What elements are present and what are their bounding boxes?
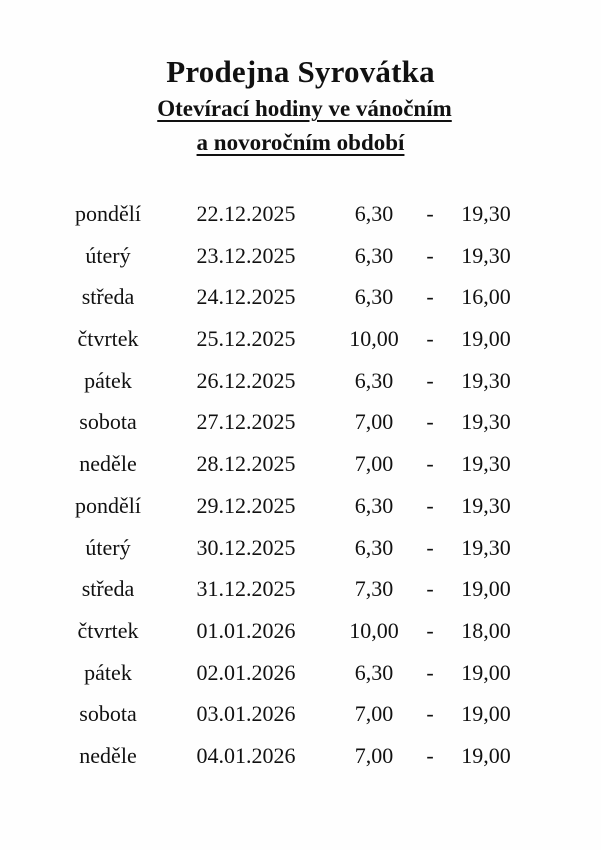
subtitle-line-1-text: Otevírací hodiny ve vánočním	[157, 96, 452, 121]
day-name: čtvrtek	[77, 617, 139, 643]
date: 03.01.2026	[196, 701, 296, 727]
date: 28.12.2025	[196, 451, 296, 477]
time-separator: -	[426, 326, 434, 352]
time-separator: -	[426, 701, 434, 727]
table-row	[0, 194, 601, 236]
date: 27.12.2025	[196, 409, 296, 435]
table-row	[0, 444, 601, 486]
subtitle-line-1	[0, 94, 601, 124]
time-separator: -	[426, 534, 434, 560]
day-name: středa	[81, 284, 135, 310]
table-row	[0, 361, 601, 403]
date: 23.12.2025	[196, 242, 296, 268]
closing-time: 19,00	[461, 742, 511, 768]
date: 30.12.2025	[196, 534, 296, 560]
day-name: pondělí	[75, 492, 141, 518]
day-name: sobota	[79, 409, 137, 435]
opening-time: 7,30	[354, 576, 394, 602]
date: 31.12.2025	[196, 576, 296, 602]
opening-time: 6,30	[354, 534, 394, 560]
closing-time: 19,00	[461, 659, 511, 685]
opening-time: 6,30	[354, 659, 394, 685]
day-name: středa	[81, 576, 135, 602]
date: 29.12.2025	[196, 492, 296, 518]
opening-time: 6,30	[354, 367, 394, 393]
opening-time: 10,00	[349, 617, 399, 643]
opening-time: 6,30	[354, 284, 394, 310]
time-separator: -	[426, 659, 434, 685]
table-row	[0, 736, 601, 778]
day-name: pondělí	[75, 201, 141, 226]
day-name: pátek	[84, 659, 132, 685]
closing-time: 19,00	[461, 701, 511, 727]
closing-time: 19,30	[461, 534, 511, 560]
day-name: neděle	[79, 451, 137, 477]
table-row	[0, 569, 601, 611]
time-separator: -	[426, 409, 434, 435]
page-title: Prodejna Syrovátka	[166, 54, 435, 89]
time-separator: -	[426, 367, 434, 393]
closing-time: 19,30	[461, 201, 511, 226]
closing-time: 19,30	[461, 492, 511, 518]
opening-time: 7,00	[354, 409, 394, 435]
opening-time: 7,00	[354, 451, 394, 477]
time-separator: -	[426, 284, 434, 310]
closing-time: 19,30	[461, 451, 511, 477]
date: 24.12.2025	[196, 284, 296, 310]
table-row	[0, 486, 601, 528]
date: 04.01.2026	[196, 742, 296, 768]
day-name: neděle	[79, 742, 137, 768]
day-name: úterý	[85, 534, 131, 560]
table-row	[0, 236, 601, 278]
date: 22.12.2025	[196, 201, 296, 226]
date: 02.01.2026	[196, 659, 296, 685]
table-row	[0, 319, 601, 361]
opening-time: 6,30	[354, 492, 394, 518]
closing-time: 19,30	[461, 409, 511, 435]
closing-time: 19,00	[461, 576, 511, 602]
time-separator: -	[426, 742, 434, 768]
closing-time: 19,00	[461, 326, 511, 352]
table-row	[0, 528, 601, 570]
day-name: pátek	[84, 367, 132, 393]
subtitle-line-2-text: a novoročním období	[196, 130, 405, 155]
date: 25.12.2025	[196, 326, 296, 352]
time-separator: -	[426, 451, 434, 477]
day-name: úterý	[85, 242, 131, 268]
date: 01.01.2026	[196, 617, 296, 643]
closing-time: 16,00	[461, 284, 511, 310]
table-row	[0, 277, 601, 319]
closing-time: 19,30	[461, 367, 511, 393]
opening-hours-table	[0, 194, 601, 778]
time-separator: -	[426, 617, 434, 643]
time-separator: -	[426, 242, 434, 268]
opening-time: 6,30	[354, 201, 394, 226]
opening-time: 10,00	[349, 326, 399, 352]
opening-time: 6,30	[354, 242, 394, 268]
closing-time: 18,00	[461, 617, 511, 643]
date: 26.12.2025	[196, 367, 296, 393]
time-separator: -	[426, 201, 434, 226]
time-separator: -	[426, 492, 434, 518]
opening-time: 7,00	[354, 742, 394, 768]
table-row	[0, 694, 601, 736]
table-row	[0, 653, 601, 695]
day-name: sobota	[79, 701, 137, 727]
time-separator: -	[426, 576, 434, 602]
closing-time: 19,30	[461, 242, 511, 268]
table-row	[0, 402, 601, 444]
opening-time: 7,00	[354, 701, 394, 727]
subtitle-line-2	[0, 128, 601, 158]
day-name: čtvrtek	[77, 326, 139, 352]
table-row	[0, 611, 601, 653]
